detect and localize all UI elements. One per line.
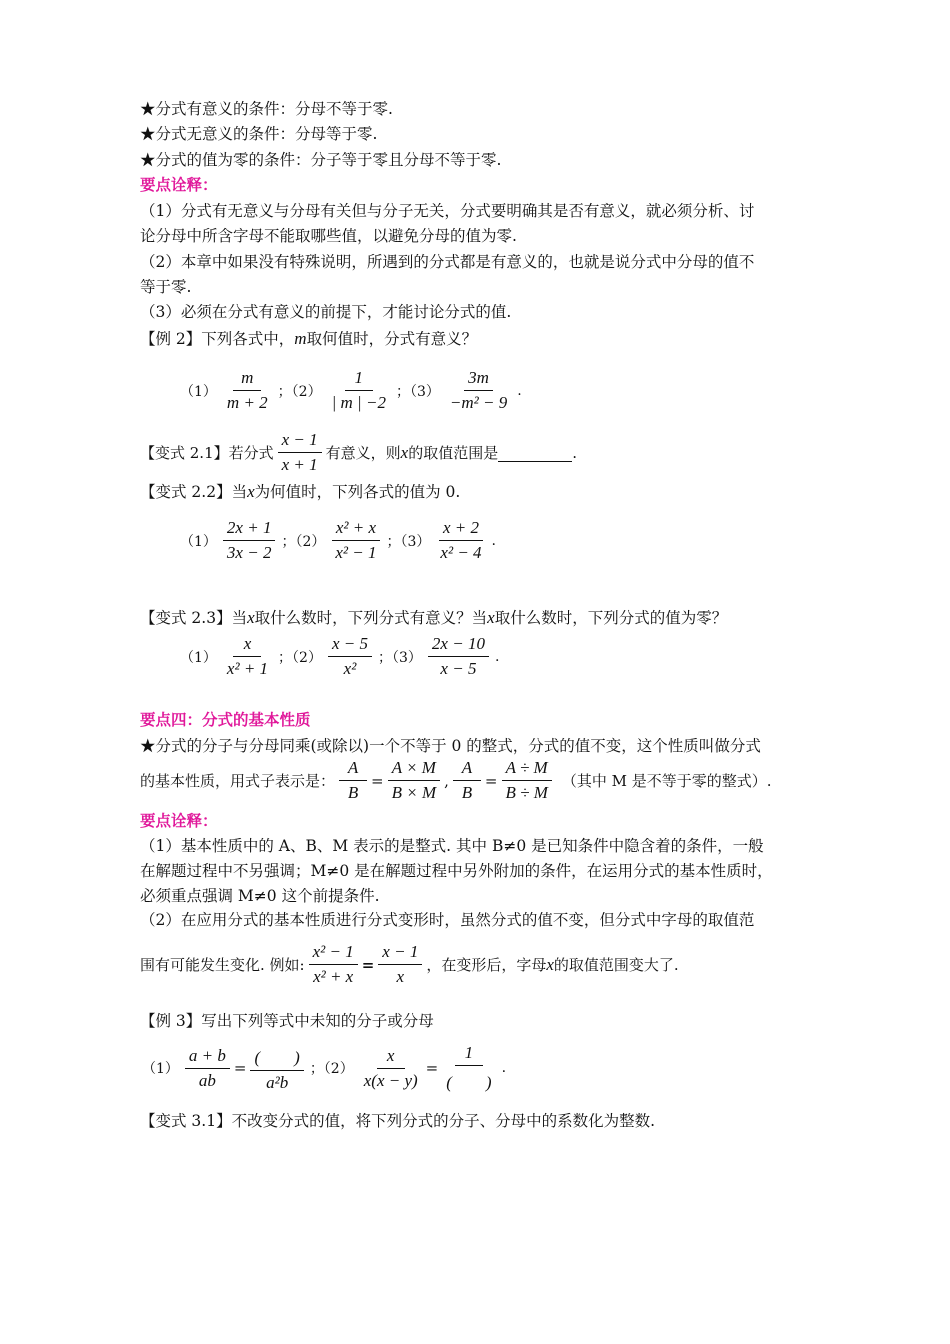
fraction: $\frac{2x - 10}{x - 5}$ <box>428 634 489 679</box>
condition-zero: ★分式的值为零的条件：分子等于零且分母不等于零. <box>140 151 502 169</box>
condition-meaningless: ★分式无意义的条件：分母等于零. <box>140 125 378 143</box>
variant-2-2-fractions: （1） $\frac{2x + 1}{3x - 2}$ ；（2） $\frac{\text{x² + x}}{\text{x² − 1}}$ ；（3） $\frac{x + 2}{\text{x² − 4}}$ . <box>180 518 496 562</box>
note-m2b: 围有可能发生变化. 例如: $\frac{\text{x² − 1}}{\text{x² + x}}$ = $\frac{x - 1}{x}$ ，在变形后，字母 x 的取值范围变大了. <box>140 942 679 986</box>
fraction: $\frac{x - 1}{x}$ <box>378 942 422 987</box>
fraction: $\frac{3m}{\text{−m² − 9}}$ <box>449 368 508 412</box>
fraction: $\frac{a + b}{ab}$ <box>185 1046 230 1091</box>
fraction: $\frac{\text{x² + x}}{\text{x² − 1}}$ <box>331 518 380 563</box>
note-m1a: （1）基本性质中的 A、B、M 表示的是整式. 其中 B≠0 是已知条件中隐含着的条件，一般 <box>140 837 764 855</box>
note-1a: （1）分式有无意义与分母有关但与分子无关，分式要明确其是否有意义，就必须分析、讨 <box>140 202 755 220</box>
variant-2-3-fractions: （1） $\frac{x}{\text{x² + 1}}$ ；（2） $\frac{x - 5}{\text{x²}}$ ；（3） $\frac{2x - 10}{x - 5}$ . <box>180 634 500 678</box>
condition-meaningful: ★分式有意义的条件：分母不等于零. <box>140 100 393 118</box>
fraction: $\frac{A \div M}{B \div M}$ <box>501 758 551 803</box>
fraction: $\frac{( )}{\text{a²b}}$ <box>250 1043 303 1093</box>
key-point-heading: 要点诠释： <box>140 176 218 194</box>
note-m2a: （2）在应用分式的基本性质进行分式变形时，虽然分式的值不变，但分式中字母的取值范 <box>140 911 755 929</box>
fraction: $\frac{A}{B}$ <box>453 758 481 803</box>
example-2-prompt: 【例 2】下列各式中，m取何值时，分式有意义？ <box>140 329 478 348</box>
variant-3-1: 【变式 3.1】不改变分式的值，将下列分式的分子、分母中的系数化为整数. <box>140 1112 656 1130</box>
fraction: $\frac{x + 2}{\text{x² − 4}}$ <box>440 518 482 562</box>
section-heading: 要点四：分式的基本性质 <box>140 711 311 729</box>
fraction: $\frac{\text{x² − 1}}{\text{x² + x}}$ <box>309 942 358 987</box>
fraction: $\frac{A}{B}$ <box>339 758 367 803</box>
variant-2-1: 【变式 2.1】若分式 $\frac{x - 1}{x + 1}$ 有意义，则 x 的取值范围是 . <box>140 430 578 474</box>
variant-2-3: 【变式 2.3】当x取什么数时，下列分式有意义？当x取什么数时，下列分式的值为零？ <box>140 608 728 627</box>
answer-blank[interactable] <box>498 443 572 462</box>
note-1b: 论分母中所含字母不能取哪些值，以避免分母的值为零. <box>140 227 517 245</box>
fraction: $\frac{2x + 1}{3x - 2}$ <box>223 518 276 563</box>
example-3-prompt: 【例 3】写出下列等式中未知的分子或分母 <box>140 1012 434 1030</box>
note-2b: 等于零. <box>140 278 192 296</box>
fraction: $\frac{1}{( )}$ <box>446 1043 492 1092</box>
fraction: $\frac{A \times M}{B \times M}$ <box>388 758 441 803</box>
note-2a: （2）本章中如果没有特殊说明，所遇到的分式都是有意义的，也就是说分式中分母的值不 <box>140 253 755 271</box>
example-3-equations: （1） $\frac{a + b}{ab}$ = $\frac{( )}{\text{a²b}}$ ；（2） $\frac{x}{x(x - y)}$ = $\frac{1}{( )}$ . <box>142 1043 507 1092</box>
variant-2-2: 【变式 2.2】当x为何值时，下列各式的值为 0. <box>140 482 461 501</box>
basic-property-formula: 的基本性质，用式子表示是： $\frac{A}{B}$ = $\frac{A \times M}{B \times M}$ , $\frac{A}{B}$ = $\frac{A \div M}{B \div M}$ （其中 M 是不等于零的整式）. <box>140 758 772 802</box>
fraction: $\frac{x}{\text{x² + 1}}$ <box>226 634 269 678</box>
note-3: （3）必须在分式有意义的前提下，才能讨论分式的值. <box>140 303 512 321</box>
fraction: $\frac{x}{x(x - y)}$ <box>363 1045 418 1090</box>
note-m1c: 必须重点强调 M≠0 这个前提条件. <box>140 887 380 905</box>
key-point-heading-2: 要点诠释： <box>140 812 218 830</box>
fraction: $\frac{x - 1}{x + 1}$ <box>278 430 322 475</box>
fraction: $\frac{m}{m + 2}$ <box>226 368 268 412</box>
example-2-fractions: （1） $\frac{m}{m + 2}$ ；（2） $\frac{1}{| m | -2}$ ；（3） $\frac{3m}{\text{−m² − 9}}$ . <box>180 368 522 412</box>
note-m1b: 在解题过程中不另强调；M≠0 是在解题过程中另外附加的条件，在运用分式的基本性质时， <box>140 862 773 880</box>
fraction: $\frac{x - 5}{\text{x²}}$ <box>328 634 372 679</box>
fraction: $\frac{1}{| m | -2}$ <box>331 368 386 412</box>
basic-property-1: ★分式的分子与分母同乘(或除以)一个不等于 0 的整式，分式的值不变，这个性质叫做分式 <box>140 737 761 755</box>
